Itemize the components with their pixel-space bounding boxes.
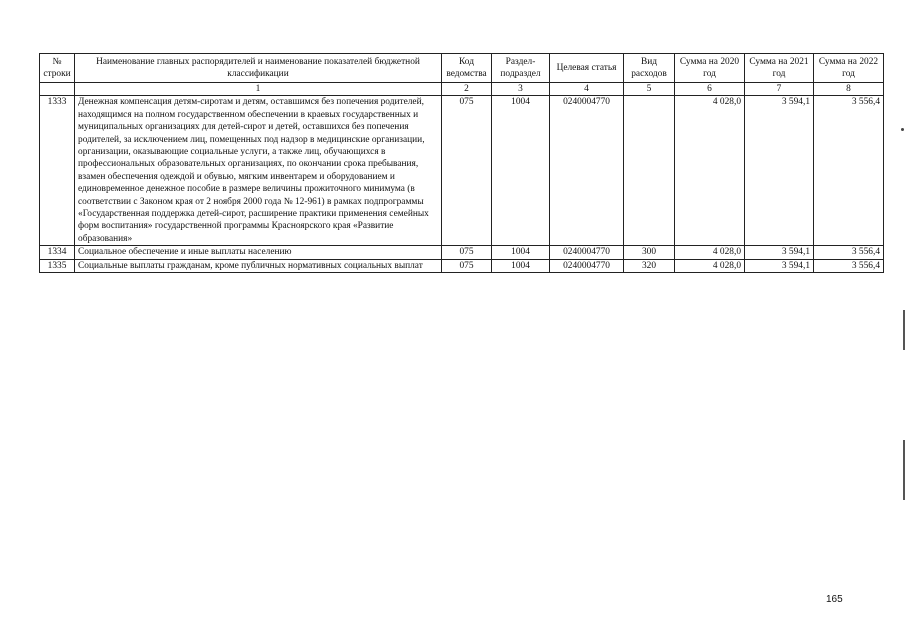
row-expense-type: 300 — [624, 246, 675, 259]
column-number: 3 — [492, 83, 550, 96]
row-name: Социальное обеспечение и иные выплаты населению — [75, 246, 442, 259]
row-sum-2021: 3 594,1 — [745, 96, 814, 246]
row-sum-2022: 3 556,4 — [814, 259, 884, 272]
page-number: 165 — [826, 594, 843, 605]
header-target-article: Целевая статья — [550, 54, 624, 83]
row-number: 1335 — [40, 259, 75, 272]
row-expense-type: 320 — [624, 259, 675, 272]
row-section: 1004 — [492, 246, 550, 259]
header-department-code: Код ведомства — [442, 54, 492, 83]
row-department-code: 075 — [442, 246, 492, 259]
row-sum-2022: 3 556,4 — [814, 96, 884, 246]
header-name: Наименование главных распорядителей и наименование показателей бюджетной классификации — [75, 54, 442, 83]
header-section: Раздел-подраздел — [492, 54, 550, 83]
row-department-code: 075 — [442, 96, 492, 246]
column-number: 5 — [624, 83, 675, 96]
row-section: 1004 — [492, 259, 550, 272]
row-number: 1333 — [40, 96, 75, 246]
column-number: 2 — [442, 83, 492, 96]
column-number — [40, 83, 75, 96]
scan-mark — [901, 128, 904, 131]
header-sum-2022: Сумма на 2022 год — [814, 54, 884, 83]
header-sum-2021: Сумма на 2021 год — [745, 54, 814, 83]
table-row — [40, 96, 884, 246]
row-expense-type — [624, 96, 675, 246]
column-number: 6 — [675, 83, 745, 96]
table-row — [40, 259, 884, 272]
column-number: 8 — [814, 83, 884, 96]
header-row-number: № строки — [40, 54, 75, 83]
row-section: 1004 — [492, 96, 550, 246]
table-header-row — [40, 54, 884, 83]
row-sum-2021: 3 594,1 — [745, 246, 814, 259]
row-sum-2022: 3 556,4 — [814, 246, 884, 259]
column-number: 7 — [745, 83, 814, 96]
row-sum-2020: 4 028,0 — [675, 259, 745, 272]
budget-table — [39, 53, 884, 273]
row-target-article: 0240004770 — [550, 96, 624, 246]
column-number: 1 — [75, 83, 442, 96]
header-expense-type: Вид расходов — [624, 54, 675, 83]
column-number: 4 — [550, 83, 624, 96]
row-department-code: 075 — [442, 259, 492, 272]
row-target-article: 0240004770 — [550, 259, 624, 272]
row-number: 1334 — [40, 246, 75, 259]
row-name: Денежная компенсация детям-сиротам и детям, оставшимся без попечения родителей, находящимся на полном государственном обеспечении в краевых государственных и муниципальных организациях для детей-сирот и детей, оставшихся без попечения родителей, за исключением лиц, помещенных под надзор в медицинские организации, организации, оказывающие социальные услуги, а также лиц, обучающихся в профессиональных образовательных организациях, по окончании срока пребывания, взамен обеспечения одеждой и обувью, мягким инвентарем и оборудованием и единовременное денежное пособие в размере величины прожиточного минимума (в соответствии с Законом края от 2 ноября 2000 года № 12-961) в рамках подпрограммы «Государственная поддержка детей-сирот, расширение практики применения семейных форм воспитания» государственной программы Красноярского края «Развитие образования» — [75, 96, 442, 246]
row-name: Социальные выплаты гражданам, кроме публичных нормативных социальных выплат — [75, 259, 442, 272]
row-sum-2020: 4 028,0 — [675, 96, 745, 246]
row-sum-2020: 4 028,0 — [675, 246, 745, 259]
row-sum-2021: 3 594,1 — [745, 259, 814, 272]
header-sum-2020: Сумма на 2020 год — [675, 54, 745, 83]
row-target-article: 0240004770 — [550, 246, 624, 259]
column-number-row — [40, 83, 884, 96]
table-row — [40, 246, 884, 259]
